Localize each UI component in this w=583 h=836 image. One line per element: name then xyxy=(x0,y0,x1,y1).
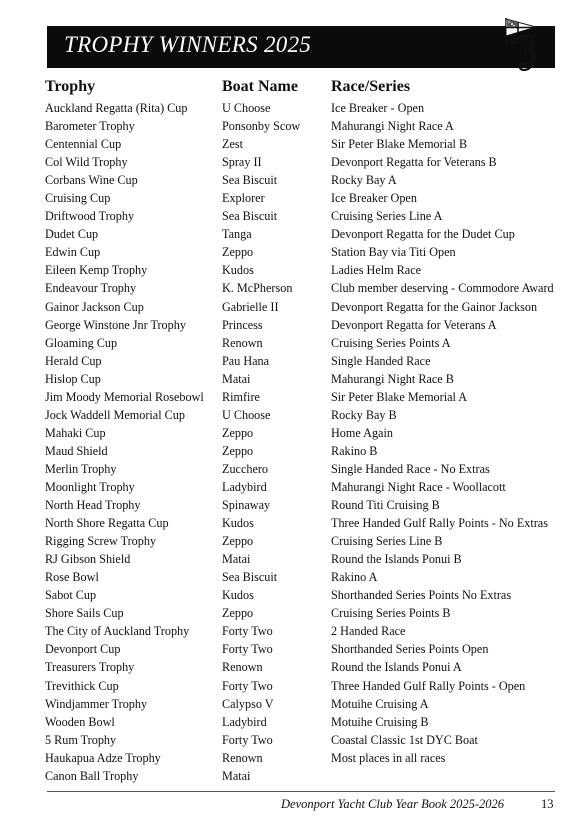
race-series: Motuihe Cruising B xyxy=(331,714,429,729)
table-row xyxy=(0,749,583,767)
table-row xyxy=(0,677,583,695)
table-row xyxy=(0,189,583,207)
trophy-name: Col Wild Trophy xyxy=(45,155,128,170)
boat-name: Tanga xyxy=(222,227,252,242)
table-row xyxy=(0,298,583,316)
boat-name: Renown xyxy=(222,335,263,350)
trophy-name: Centennial Cup xyxy=(45,137,122,152)
race-series: Three Handed Gulf Rally Points - Open xyxy=(331,678,526,693)
table-row xyxy=(0,225,583,243)
boat-name: Sea Biscuit xyxy=(222,570,278,585)
table-row xyxy=(0,352,583,370)
table-row xyxy=(0,550,583,568)
boat-name: Matai xyxy=(222,768,251,783)
race-series: Mahurangi Night Race - Woollacott xyxy=(331,479,506,494)
trophy-name: The City of Auckland Trophy xyxy=(45,624,190,639)
trophy-name: Jim Moody Memorial Rosebowl xyxy=(45,389,204,404)
table-row xyxy=(0,640,583,658)
table-row xyxy=(0,604,583,622)
boat-name: Forty Two xyxy=(222,624,273,639)
table-row xyxy=(0,388,583,406)
boat-name: Calypso V xyxy=(222,696,274,711)
race-series: Club member deserving - Commodore Award xyxy=(331,281,554,296)
race-series: Devonport Regatta for Veterans A xyxy=(331,317,497,332)
race-series: Sir Peter Blake Memorial A xyxy=(331,389,468,404)
race-series: Mahurangi Night Race B xyxy=(331,371,454,386)
boat-name: K. McPherson xyxy=(222,281,293,296)
table-row xyxy=(0,767,583,785)
race-series: Devonport Regatta for the Dudet Cup xyxy=(331,227,515,242)
boat-name: Zeppo xyxy=(222,425,254,440)
boat-name: Matai xyxy=(222,371,251,386)
race-series: Cruising Series Line B xyxy=(331,534,443,549)
page-number: 13 xyxy=(541,797,554,811)
boat-name: Zeppo xyxy=(222,606,254,621)
column-header-trophy: Trophy xyxy=(45,78,96,95)
trophy-name: Moonlight Trophy xyxy=(45,479,135,494)
race-series: Rocky Bay B xyxy=(331,407,397,422)
boat-name: Gabrielle II xyxy=(222,299,279,314)
table-row xyxy=(0,442,583,460)
table-row xyxy=(0,279,583,297)
table-row xyxy=(0,713,583,731)
boat-name: Ladybird xyxy=(222,714,267,729)
trophy-name: Wooden Bowl xyxy=(45,714,115,729)
trophy-name: Rigging Screw Trophy xyxy=(45,534,157,549)
race-series: Rakino A xyxy=(331,570,378,585)
boat-name: Forty Two xyxy=(222,678,273,693)
table-row xyxy=(0,316,583,334)
footer-text: Devonport Yacht Club Year Book 2025-2026 xyxy=(281,797,505,811)
boat-name: Spinaway xyxy=(222,498,271,513)
race-series: Sir Peter Blake Memorial B xyxy=(331,137,468,152)
trophy-name: Sabot Cup xyxy=(45,588,97,603)
race-series: Rocky Bay A xyxy=(331,173,397,188)
table-row xyxy=(0,532,583,550)
trophy-name: George Winstone Jnr Trophy xyxy=(45,317,186,332)
trophy-name: Eileen Kemp Trophy xyxy=(45,263,148,278)
trophy-name: Gainor Jackson Cup xyxy=(45,299,144,314)
race-series: Ladies Helm Race xyxy=(331,263,422,278)
boat-name: Zucchero xyxy=(222,461,269,476)
column-header-boat-name: Boat Name xyxy=(222,78,298,95)
table-row xyxy=(0,731,583,749)
race-series: Devonport Regatta for the Gainor Jackson xyxy=(331,299,538,314)
race-series: Home Again xyxy=(331,425,393,440)
race-series: Single Handed Race xyxy=(331,353,431,368)
trophy-name: Cruising Cup xyxy=(45,191,111,206)
trophy-name: 5 Rum Trophy xyxy=(45,732,117,747)
race-series: Station Bay via Titi Open xyxy=(331,245,456,260)
boat-name: Rimfire xyxy=(222,389,260,404)
boat-name: Ponsonby Scow xyxy=(222,119,301,134)
table-row xyxy=(0,117,583,135)
table-row xyxy=(0,370,583,388)
boat-name: U Choose xyxy=(222,101,271,115)
table-row xyxy=(0,135,583,153)
trophy-name: Dudet Cup xyxy=(45,227,99,242)
boat-name: Kudos xyxy=(222,516,254,531)
boat-name: Zeppo xyxy=(222,245,254,260)
trophy-name: Endeavour Trophy xyxy=(45,281,137,296)
table-row xyxy=(0,478,583,496)
boat-name: Sea Biscuit xyxy=(222,173,278,188)
boat-name: Forty Two xyxy=(222,732,273,747)
boat-name: Zest xyxy=(222,137,243,152)
table-row xyxy=(0,99,583,117)
boat-name: Renown xyxy=(222,750,263,765)
race-series: Shorthanded Series Points No Extras xyxy=(331,588,512,603)
trophy-name: North Shore Regatta Cup xyxy=(45,516,169,531)
race-series: Single Handed Race - No Extras xyxy=(331,461,490,476)
yacht-club-seahorse-burgee-icon xyxy=(488,14,546,76)
trophy-name: Hislop Cup xyxy=(45,371,101,386)
race-series: Most places in all races xyxy=(331,750,446,765)
table-row xyxy=(0,153,583,171)
trophy-name: Driftwood Trophy xyxy=(45,209,135,224)
boat-name: Forty Two xyxy=(222,642,273,657)
trophy-name: Devonport Cup xyxy=(45,642,121,657)
trophy-name: North Head Trophy xyxy=(45,498,141,513)
race-series: Round the Islands Ponui B xyxy=(331,552,462,567)
race-series: Shorthanded Series Points Open xyxy=(331,642,489,657)
table-row xyxy=(0,568,583,586)
boat-name: Princess xyxy=(222,317,263,332)
boat-name: Spray II xyxy=(222,155,262,170)
table-row xyxy=(0,496,583,514)
table-row xyxy=(0,695,583,713)
trophy-winners-list xyxy=(0,99,583,785)
race-series: Cruising Series Points A xyxy=(331,335,451,350)
boat-name: Sea Biscuit xyxy=(222,209,278,224)
trophy-name: Edwin Cup xyxy=(45,245,101,260)
race-series: Cruising Series Points B xyxy=(331,606,451,621)
trophy-name: Shore Sails Cup xyxy=(45,606,124,621)
trophy-name: Rose Bowl xyxy=(45,570,99,585)
trophy-name: Trevithick Cup xyxy=(45,678,119,693)
table-row xyxy=(0,586,583,604)
race-series: Motuihe Cruising A xyxy=(331,696,429,711)
trophy-name: Maud Shield xyxy=(45,443,108,458)
boat-name: Kudos xyxy=(222,263,254,278)
race-series: Coastal Classic 1st DYC Boat xyxy=(331,732,478,747)
race-series: Mahurangi Night Race A xyxy=(331,119,454,134)
race-series: 2 Handed Race xyxy=(331,624,406,639)
race-series: Round Titi Cruising B xyxy=(331,498,440,513)
table-row xyxy=(0,171,583,189)
boat-name: Renown xyxy=(222,660,263,675)
trophy-name: Gloaming Cup xyxy=(45,335,118,350)
race-series: Three Handed Gulf Rally Points - No Extras xyxy=(331,516,548,531)
race-series: Ice Breaker - Open xyxy=(331,101,425,115)
race-series: Devonport Regatta for Veterans B xyxy=(331,155,497,170)
boat-name: Kudos xyxy=(222,588,254,603)
table-row xyxy=(0,658,583,676)
trophy-name: Corbans Wine Cup xyxy=(45,173,138,188)
boat-name: U Choose xyxy=(222,407,271,422)
trophy-name: Jock Waddell Memorial Cup xyxy=(45,407,185,422)
trophy-name: Treasurers Trophy xyxy=(45,660,135,675)
column-header-race-series: Race/Series xyxy=(331,78,411,95)
trophy-name: Windjammer Trophy xyxy=(45,696,148,711)
trophy-name: Barometer Trophy xyxy=(45,119,135,134)
footer-rule xyxy=(47,791,555,792)
trophy-name: Mahaki Cup xyxy=(45,425,106,440)
boat-name: Zeppo xyxy=(222,443,254,458)
boat-name: Matai xyxy=(222,552,251,567)
trophy-name: RJ Gibson Shield xyxy=(45,552,131,567)
boat-name: Zeppo xyxy=(222,534,254,549)
page-title: TROPHY WINNERS 2025 xyxy=(64,32,312,57)
table-row xyxy=(0,622,583,640)
trophy-name: Canon Ball Trophy xyxy=(45,768,139,783)
race-series: Round the Islands Ponui A xyxy=(331,660,462,675)
boat-name: Pau Hana xyxy=(222,353,270,368)
race-series: Rakino B xyxy=(331,443,378,458)
trophy-name: Herald Cup xyxy=(45,353,102,368)
race-series: Ice Breaker Open xyxy=(331,191,417,206)
boat-name: Explorer xyxy=(222,191,265,206)
trophy-name: Auckland Regatta (Rita) Cup xyxy=(45,101,188,115)
boat-name: Ladybird xyxy=(222,479,267,494)
trophy-name: Merlin Trophy xyxy=(45,461,117,476)
table-row xyxy=(0,334,583,352)
table-row xyxy=(0,514,583,532)
table-row xyxy=(0,406,583,424)
table-row xyxy=(0,243,583,261)
table-row xyxy=(0,424,583,442)
race-series: Cruising Series Line A xyxy=(331,209,443,224)
table-row xyxy=(0,207,583,225)
trophy-name: Haukapua Adze Trophy xyxy=(45,750,161,765)
table-row xyxy=(0,460,583,478)
table-row xyxy=(0,261,583,279)
